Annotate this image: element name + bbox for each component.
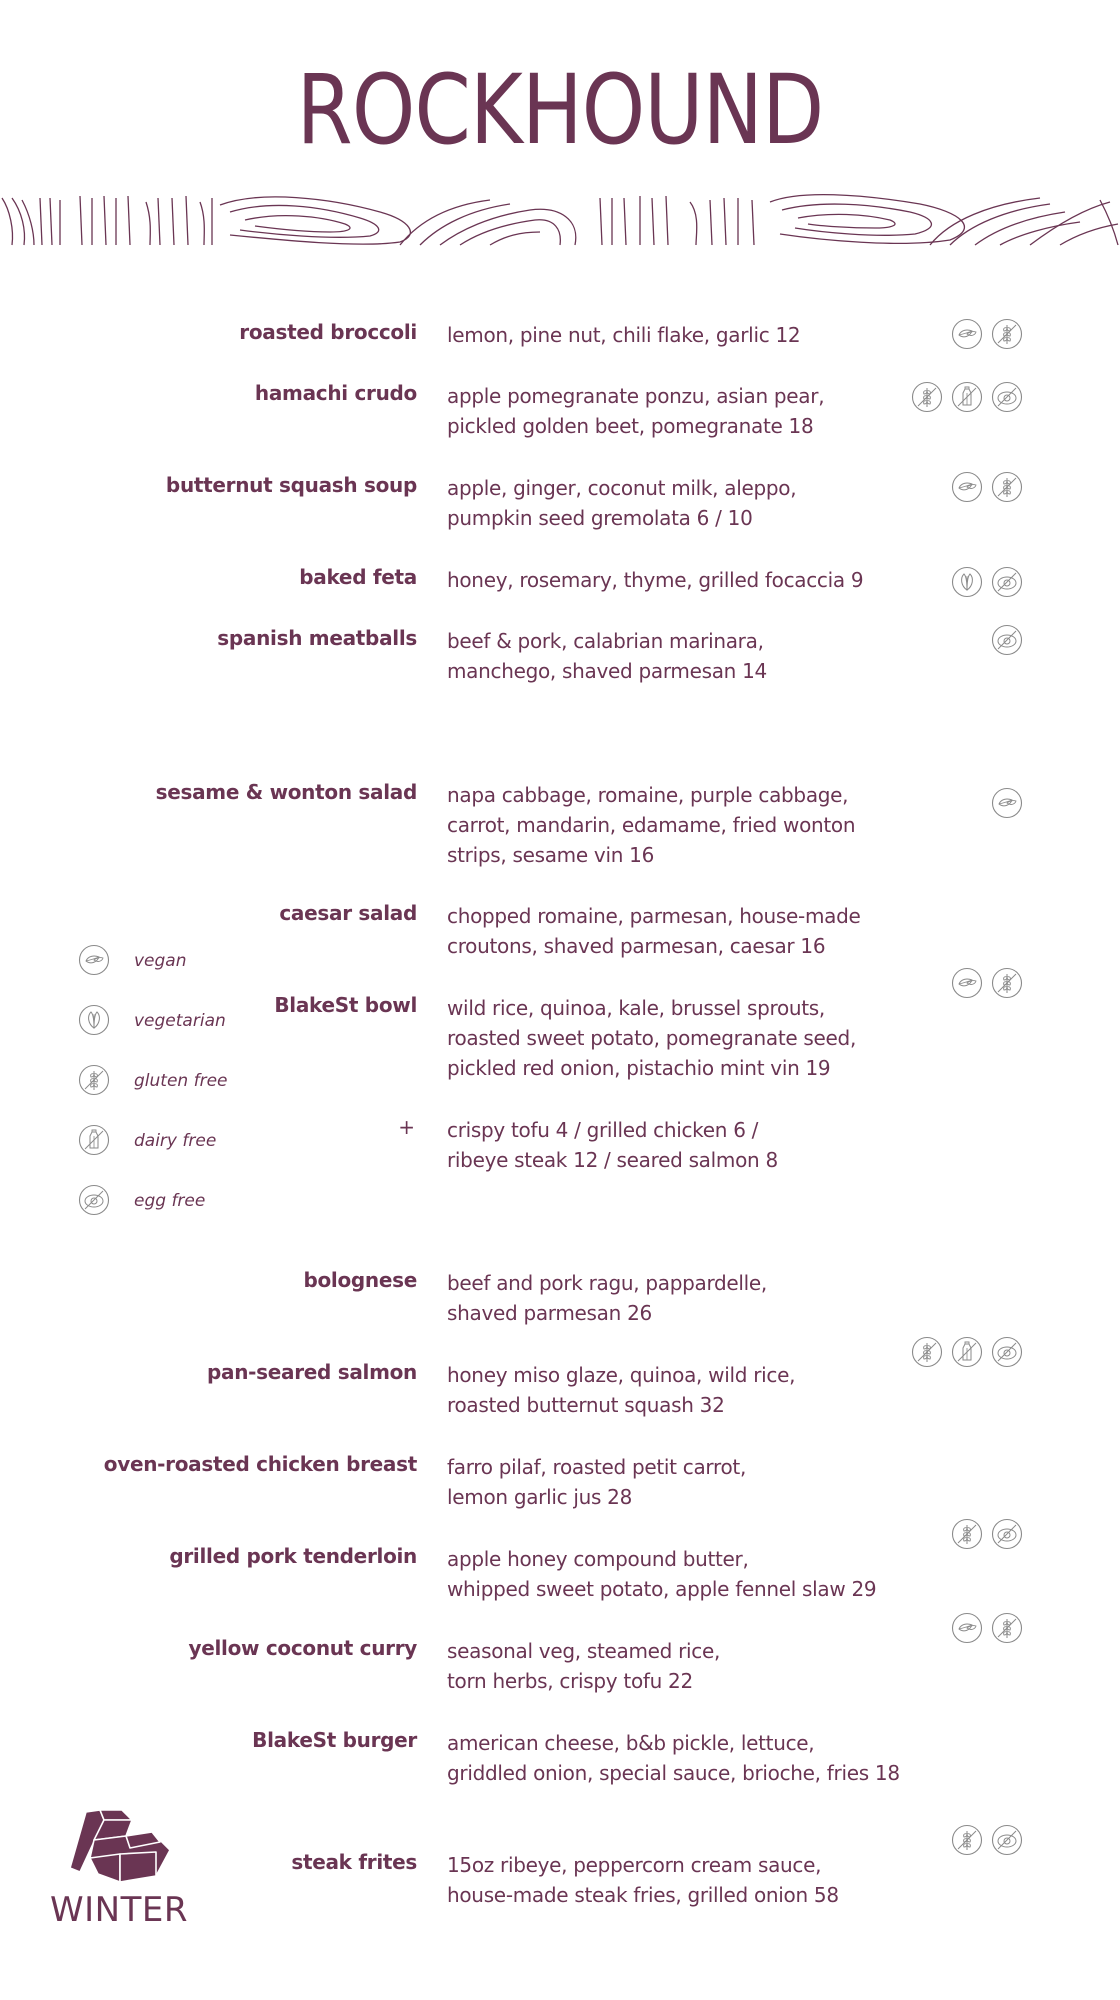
legend-label: vegetarian [134, 1011, 226, 1031]
legend-label: gluten free [134, 1071, 228, 1091]
egg-free-icon [991, 1336, 1023, 1368]
menu-item-name: yellow coconut curry [188, 1636, 417, 1660]
dietary-icons [991, 624, 1023, 658]
vegan-icon [951, 318, 983, 350]
legend-label: dairy free [134, 1131, 217, 1151]
menu-item-name: pan-seared salmon [207, 1360, 417, 1384]
vegan-icon [951, 967, 983, 999]
menu-item-description: seasonal veg, steamed rice, torn herbs, crispy tofu 22 [447, 1639, 721, 1693]
dietary-icons [951, 967, 1023, 1001]
menu-item-description: farro pilaf, roasted petit carrot, lemon garlic jus 28 [447, 1455, 746, 1509]
menu-item-name: grilled pork tenderloin [169, 1544, 417, 1568]
menu-item-description: apple, ginger, coconut milk, aleppo, pumpkin seed gremolata 6 / 10 [447, 476, 797, 530]
menu-item-description: napa cabbage, romaine, purple cabbage, carrot, mandarin, edamame, fried wonton strips, sesame vin 16 [447, 783, 856, 867]
egg-free-icon [78, 1184, 110, 1216]
menu-item-description: honey miso glaze, quinoa, wild rice, roasted butternut squash 32 [447, 1363, 796, 1417]
gluten-free-icon [911, 381, 943, 413]
dairy-free-icon [951, 1336, 983, 1368]
menu-item-description: beef & pork, calabrian marinara, manchego, shaved parmesan 14 [447, 629, 767, 683]
gluten-free-icon [78, 1064, 110, 1096]
menu-item-description: apple honey compound butter, whipped sweet potato, apple fennel slaw 29 [447, 1547, 877, 1601]
menu-item-description: crispy tofu 4 / grilled chicken 6 / ribeye steak 12 / seared salmon 8 [447, 1118, 778, 1172]
vegan-icon [991, 787, 1023, 819]
dietary-icons [951, 566, 1023, 600]
dietary-icons [911, 1336, 1023, 1370]
menu-item-description: honey, rosemary, thyme, grilled focaccia 9 [447, 568, 864, 592]
menu-item-name: roasted broccoli [239, 320, 417, 344]
menu-item-name: bolognese [303, 1268, 417, 1292]
menu-item-name: oven-roasted chicken breast [103, 1452, 417, 1476]
egg-free-icon [991, 1824, 1023, 1856]
menu-item-description: chopped romaine, parmesan, house-made croutons, shaved parmesan, caesar 16 [447, 904, 861, 958]
egg-free-icon [991, 1518, 1023, 1550]
legend-label: vegan [134, 951, 187, 971]
vegan-icon [951, 1612, 983, 1644]
dairy-free-icon [951, 381, 983, 413]
restaurant-title: ROCKHOUND [296, 54, 824, 166]
dietary-icons [951, 318, 1023, 352]
menu-item-name: baked feta [299, 565, 417, 589]
menu-item-description: wild rice, quinoa, kale, brussel sprouts, roasted sweet potato, pomegranate seed, pickled red onion, pistachio mint vin 19 [447, 996, 857, 1080]
menu-item-name: BlakeSt burger [252, 1728, 417, 1752]
menu-item-name: sesame & wonton salad [155, 780, 417, 804]
gluten-free-icon [911, 1336, 943, 1368]
season-label: WINTER [50, 1890, 188, 1930]
menu-item-name: spanish meatballs [217, 626, 417, 650]
dairy-free-icon [78, 1124, 110, 1156]
gluten-free-icon [991, 967, 1023, 999]
vegan-icon [951, 471, 983, 503]
egg-free-icon [991, 566, 1023, 598]
topographic-line-decoration [0, 190, 1120, 250]
egg-free-icon [991, 624, 1023, 656]
menu-item-name: butternut squash soup [165, 473, 417, 497]
gluten-free-icon [991, 318, 1023, 350]
dietary-icons [911, 381, 1023, 415]
menu-item-description: apple pomegranate ponzu, asian pear, pickled golden beet, pomegranate 18 [447, 384, 825, 438]
gluten-free-icon [951, 1518, 983, 1550]
egg-free-icon [991, 381, 1023, 413]
menu-item-description: 15oz ribeye, peppercorn cream sauce, house-made steak fries, grilled onion 58 [447, 1853, 839, 1907]
vegetarian-icon [951, 566, 983, 598]
vegan-icon [78, 944, 110, 976]
gluten-free-icon [951, 1824, 983, 1856]
dietary-icons [951, 471, 1023, 505]
vegetarian-icon [78, 1004, 110, 1036]
gluten-free-icon [991, 471, 1023, 503]
menu-item-description: beef and pork ragu, pappardelle, shaved parmesan 26 [447, 1271, 767, 1325]
menu-item-name: steak frites [291, 1850, 417, 1874]
dietary-icons [951, 1518, 1023, 1552]
dietary-icons [951, 1612, 1023, 1646]
menu-item-description: lemon, pine nut, chili flake, garlic 12 [447, 323, 801, 347]
dietary-icons [991, 787, 1023, 821]
dietary-icons [951, 1824, 1023, 1858]
gluten-free-icon [991, 1612, 1023, 1644]
rock-crystal-icon [60, 1806, 180, 1886]
legend-label: egg free [134, 1191, 206, 1211]
menu-item-name: hamachi crudo [254, 381, 417, 405]
menu-item-name: BlakeSt bowl [274, 993, 417, 1017]
menu-item-description: american cheese, b&b pickle, lettuce, griddled onion, special sauce, brioche, fries 18 [447, 1731, 900, 1785]
addon-plus: + [398, 1115, 415, 1139]
menu-item-name: caesar salad [279, 901, 417, 925]
